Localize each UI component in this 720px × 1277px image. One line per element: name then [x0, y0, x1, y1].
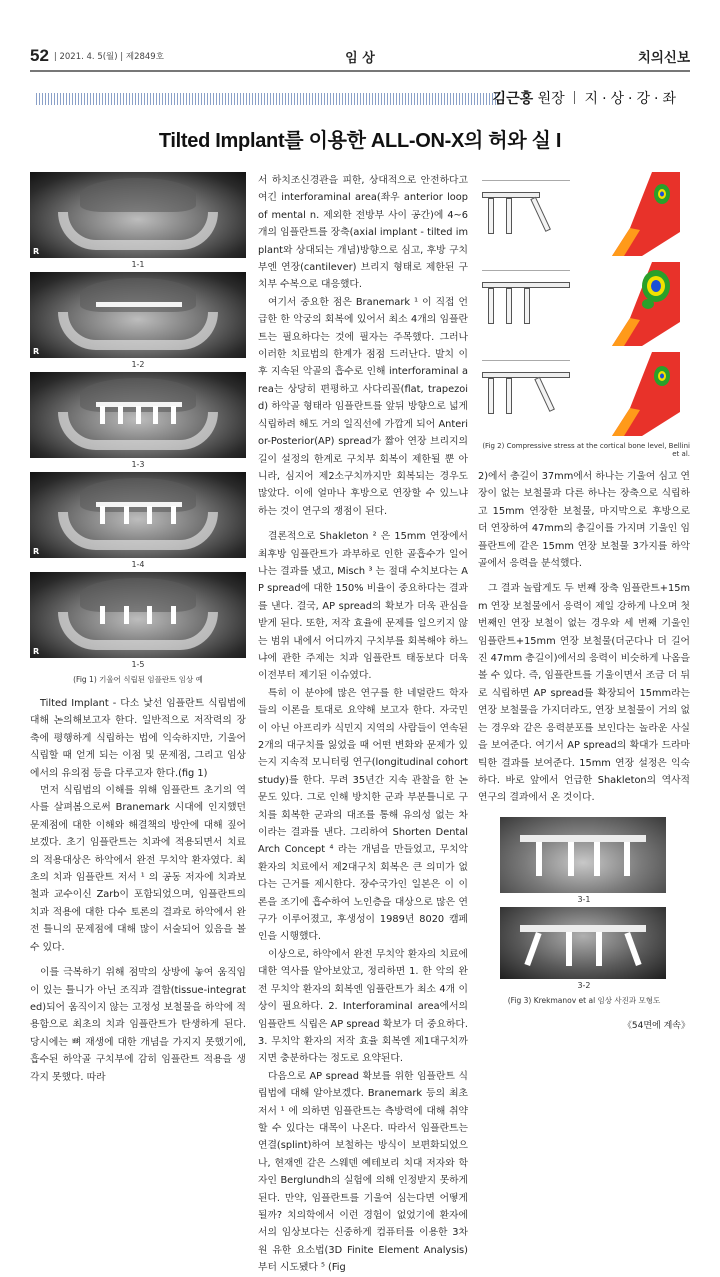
body-paragraph: 그 결과 놀랍게도 두 번째 장축 임플란트+15mm 연장 보철물에서 응력이 제일 강하게 나오며 첫 번째인 연장 보철이 없는 경우와 세 번째 기울인 임플란트+15mm 연장 보철물(더군다나 더 길어진 47mm 총길이)에서의 응력이 비슷하게 나옴을 볼 수 있다. 즉, 임플란트를 기울이면서 조금 더 뒤로 식립하면 AP spread를 확장되어 15mm라는 연장 보철물을 가지더라도, 연장 보철물이 거의 없는 경우와 같은 응력분포를 보인다는 놀라운 사실을 보여준다. 여기서 AP spread의 확대가 드라마틱한 결과를 보여준다. 15mm 연장 설정은 익숙하다. 바로 앞에서 언급한 Shakleton의 역사적 연구의 결과에서 온 것이다. — [478, 583, 690, 804]
implant-shape — [171, 506, 176, 524]
xray-jaw-shape — [58, 312, 218, 350]
figure-2-caption: (Fig 2) Compressive stress at the cortical bone level, Bellini et al. — [482, 442, 690, 458]
implant-shape — [147, 606, 152, 624]
column-1 — [30, 172, 246, 1086]
implant-shape — [568, 842, 574, 876]
figure-label: 1-5 — [131, 660, 145, 669]
xray-jaw-shape — [58, 212, 218, 250]
continued-notice: 《54면에 계속》 — [622, 1020, 690, 1031]
figure-2 — [478, 172, 690, 458]
tilted-implant-pin — [530, 197, 551, 232]
implant-shape — [118, 406, 123, 424]
implant-pin — [506, 378, 512, 414]
fe-model-diagram — [482, 268, 570, 340]
figure-label: 3-2 — [577, 980, 591, 990]
implant-shape — [171, 606, 176, 624]
stress-plot-3 — [582, 352, 686, 436]
implant-shape — [171, 406, 176, 424]
xray-image-1-4 — [30, 472, 246, 558]
dimension-line — [482, 180, 570, 181]
body-paragraph: 서 하치조신경관을 피한, 상대적으로 안전하다고 여긴 interforaminal area(좌우 anterior loop of mental n. 제외한 전방부 사이 공간)에 4~6개의 임플란트를 장축(axial implant - tilted implant와 상대되는 개념)방향으로 심고, 후방 구치부엔 연장(cantilever) 브리지 형태로 제한된 구치부 수복으로 대응했다. — [258, 175, 468, 291]
prosthesis-bar — [520, 925, 646, 932]
article-title: Tilted Implant를 이용한 ALL-ON-X의 허와 실 I — [158, 130, 562, 152]
xray-image-1-1 — [30, 172, 246, 258]
stress-plot-1 — [582, 172, 686, 256]
figure-label: 1-2 — [131, 360, 145, 369]
figure-label: 1-1 — [131, 260, 145, 269]
implant-pin — [488, 198, 494, 234]
implant-shape — [100, 506, 105, 524]
xray-image-1-3 — [30, 372, 246, 458]
column-name: 지·상·강·좌 — [584, 91, 680, 107]
xray-skull-shape — [80, 178, 196, 212]
body-paragraph: 이상으로, 하악에서 완전 무치악 환자의 치료에 대한 역사를 알아보았고, 정리하면 1. 한 악의 완전 무치악 환자의 회복엔 임플란트가 최소 4개 이상이 필요하다. 2. Interforaminal area에서의 임플란트 식립은 AP spread 확보가 더 중요하다. 3. 무치악 환자의 저작 효율 회복엔 제1대구치까지면 충분하다는 정도로 요약된다. — [258, 948, 468, 1065]
newspaper-name: 치의신보 — [637, 50, 690, 66]
fe-panel-1 — [478, 172, 690, 256]
column-3 — [478, 172, 690, 1031]
implant-shape — [124, 506, 129, 524]
body-paragraph: 특히 이 분야에 많은 연구를 한 네덜란드 학자들의 이론을 토대로 요약해 보고자 한다. 자국민이 아닌 아프리카 식민지 지역의 사람들이 연속된 2개의 대구치를 잃었을 때 어떤 변화와 문제가 있는지 지속적 모니터링 연구(longitudinal cohort study)를 한다. 무려 35년간 지속 관찰을 한 논문도 있다. 그로 인해 방치한 군과 부분틀니로 구치를 회복한 군과의 대조를 통해 유의성 없는 차이라는 결과를 낸다. 그리하여 Shorten Dental Arch Concept ⁴ 라는 개념을 만들었고, 무치악 환자의 치료에서 제2대구치 회복은 큰 의미가 없다는 근거를 제시한다. 장수국가인 일본은 이 이론을 조기에 흡수하여 노인층을 대상으로 많은 연구가 이루어졌고, 후생성이 1989년 8020 캠페인을 시행했다. — [258, 687, 468, 943]
implant-shape — [124, 606, 129, 624]
xray-implants — [100, 406, 176, 424]
implant-pin — [506, 198, 512, 234]
xray-implants — [100, 506, 176, 524]
xray-prosthesis-bar — [96, 302, 182, 307]
dimension-line — [482, 360, 570, 361]
body-paragraph: 이를 극복하기 위해 점막의 상방에 놓여 움직임이 있는 틀니가 아닌 조직과 결합(tissue-integrated)되어 움직이지 않는 고정성 보철물을 하악에 적용함으로 최초의 치과 임플란트가 탄생하게 된다. 당시에는 뼈 재생에 대한 개념을 가지지 못했기에, 흡수된 하악골 구치부에 감히 임플란트 적용을 생각지 못했다. 따라 — [30, 967, 246, 1083]
xray-r-mark: R — [33, 547, 40, 556]
implant-shape — [536, 842, 542, 876]
figure-3 — [478, 817, 690, 1006]
figure-1 — [30, 172, 246, 685]
issue-meta: | 2021. 4. 5(월) | 제2849호 — [53, 52, 164, 62]
fe-model-diagram — [482, 178, 570, 250]
implant-pin — [506, 288, 512, 324]
series-bar — [36, 90, 690, 108]
xray-r-mark: R — [33, 347, 40, 356]
body-paragraph: 결론적으로 Shakleton ² 은 15mm 연장에서 최후방 임플란트가 과부하로 인한 골흡수가 일어나는 결과를 냈고, Misch ³ 는 절대 수치보다는 AP spread에 대한 150% 비율이 중요하다는 결과를 낸다. 결국, AP spread의 확보가 더욱 관심을 받게 된다. 또한, 저작 효율에 문제를 일으키지 않는 범위 내에서 어디까지 구치부를 회복해야 하느냐에 관한 주제는 치과 임플란트 태동보다 더욱 이전부터 제기된 이슈였다. — [258, 531, 468, 682]
decorative-band — [36, 93, 496, 105]
tilted-implant-pin — [534, 377, 555, 412]
xray-implants — [100, 606, 176, 624]
implant-pin — [488, 378, 494, 414]
tilted-implant-shape — [524, 932, 541, 966]
section-name: 임 상 — [345, 50, 375, 66]
implant-shape — [136, 406, 141, 424]
stress-plot-2 — [582, 262, 686, 346]
author-role: 원장 — [537, 91, 565, 107]
column-2 — [258, 172, 468, 1277]
page-number: 52 — [30, 46, 49, 65]
fe-model-diagram — [482, 358, 570, 430]
prosthesis-bar — [520, 835, 646, 842]
clinical-xray-3-2 — [500, 907, 666, 979]
implant-shape — [566, 932, 572, 966]
body-paragraph: 먼저 식립법의 이해를 위해 임플란트 초기의 역사를 살펴봄으로써 Branemark 시대에 인지했던 문제점에 대한 이해와 해결책의 방안에 대해 짚어보겠다. 초기 임플란트는 치과에 적용되면서 치료의 적용대상은 하악에서 완전 무치악 환자였다. 최초의 치과 임플란트 저서 ¹ 의 공동 저자에 치과보철과 교수이신 Zarb이 포함되었으며, 임플란트의 치과 적용에 대한 다수 토론의 결과로 하악에서 완전 틀니의 문제점에 대해 많이 서술되어 있음을 볼 수 있다. — [30, 785, 246, 953]
implant-shape — [153, 406, 158, 424]
body-paragraph: Tilted Implant - 다소 낯선 임플란트 식립법에 대해 논의해보고자 한다. 일반적으로 저작력의 장축에 평행하게 식립하는 법에 익숙하지만, 기울어 식립할 때 얻게 되는 이점 및 문제점, 그리고 임상에서의 유의점 등을 다루고자 한다.(fig 1) — [30, 698, 246, 779]
prosthesis-plate — [482, 372, 570, 378]
xray-r-mark: R — [33, 647, 40, 656]
author-name: 김근홍 — [492, 91, 534, 107]
implant-shape — [594, 842, 600, 876]
xray-r-mark: R — [33, 247, 40, 256]
dimension-line — [482, 270, 570, 271]
implant-shape — [147, 506, 152, 524]
xray-image-1-5 — [30, 572, 246, 658]
page-header — [30, 44, 690, 68]
clinical-photo-3-1 — [500, 817, 666, 893]
figure-label: 1-3 — [131, 460, 145, 469]
implant-shape — [596, 932, 602, 966]
implant-pin — [524, 288, 530, 324]
fe-panel-3 — [478, 352, 690, 436]
figure-label: 3-1 — [577, 894, 591, 904]
implant-shape — [100, 406, 105, 424]
body-paragraph: 여기서 중요한 점은 Branemark ¹ 이 직접 언급한 한 악궁의 회복에 있어서 최소 4개의 임플란트는 필요하다는 것에 필자는 주목했다. 그러나 이러한 치료법의 한계가 점점 드러난다. 발치 이후 지속된 악골의 흡수로 인해 interforaminal area는 상당히 편평하고 사다리꼴(flat, trapezoid) 하악골 형태라 임플란트를 앞뒤 방향으로 넓게 식립하려 해도 거의 일직선에 가깝게 되어 Anterior-Posterior(AP) spread가 짧아 연장 브리지의 길이 설정의 한계로 구치부 회복이 제한될 뿐 아니라, 심지어 제2소구치까지만 회복되는 경우도 많았다. 이에 얼마나 후방으로 연장할 수 있느냐 하는 것이 연구의 쟁점이 된다. — [258, 296, 468, 517]
body-paragraph: 2)에서 총길이 37mm에서 하나는 기울여 심고 연장이 없는 보철물과 다른 하나는 장축으로 식립하고 15mm 연장한 보철물, 마지막으로 후방으로 더 연장하여 47mm의 총길이를 가지며 기울인 임플란트에 같은 15mm 연장 보철물 3가지를 하악골에서 응력을 분석했다. — [478, 471, 690, 570]
header-rule — [30, 70, 690, 72]
tilted-implant-shape — [624, 932, 641, 966]
fe-panel-2 — [478, 262, 690, 346]
byline-separator — [574, 91, 575, 104]
figure-3-caption: (Fig 3) Krekmanov et al 임상 사진과 모형도 — [507, 995, 661, 1005]
implant-shape — [100, 606, 105, 624]
implant-shape — [624, 842, 630, 876]
body-paragraph: 다음으로 AP spread 확보를 위한 임플란트 식립법에 대해 알아보겠다. Branemark 등의 최초 저서 ¹ 에 의하면 임플란트는 측방력에 대해 취약할 수 있다는 대목이 나온다. 따라서 임플란트는 연결(splint)하여 보철하는 방식이 보편화되었으나, 현재엔 같은 스웨덴 예테보리 치대 저자와 학자인 Berglundh의 실험에 의해 인정받지 못하게 된다. 만약, 임플란트를 기울여 심는다면 어떻게 될까? 치의학에서 이런 경험이 없었기에 환자에서의 임상보다는 신중하게 컴퓨터를 이용한 3차원 유한 요소법(3D Finite Element Analysis)부터 시도됐다 ⁵ (Fig — [258, 1070, 468, 1274]
figure-1-caption: (Fig 1) 기울어 식립된 임플란트 임상 예 — [73, 675, 203, 684]
figure-label: 1-4 — [131, 560, 145, 569]
xray-image-1-2 — [30, 272, 246, 358]
series-byline — [493, 88, 680, 108]
implant-pin — [488, 288, 494, 324]
